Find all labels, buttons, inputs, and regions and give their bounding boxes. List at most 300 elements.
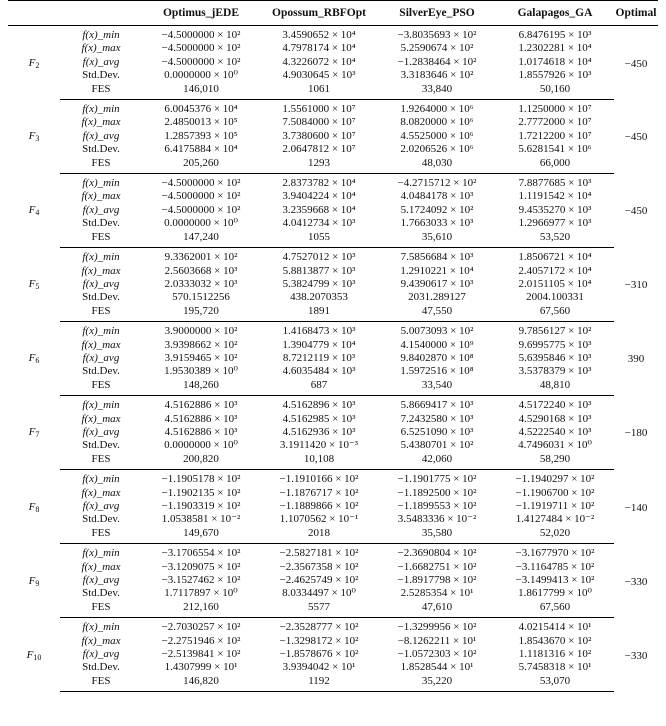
table-row [8,100,658,117]
value-cell: 5.6395846 × 10³ [518,351,592,364]
header-galapagos-ga: Galapagos_GA [496,1,614,26]
header-opossum-rbfopt: Opossum_RBFOpt [260,1,378,26]
value-cell: 1.3904779 × 10⁴ [282,338,356,351]
value-cell: −1.1902135 × 10² [161,486,241,499]
value-cell: 35,580 [378,527,496,544]
value-cell: 1.2910221 × 10⁴ [400,264,474,277]
value-cell: −1.1906700 × 10² [515,486,595,499]
value-cell: −8.1262211 × 10¹ [397,634,477,647]
optimal-value: 390 [627,353,645,366]
value-cell: 42,060 [378,453,496,470]
value-cell: −3.1706554 × 10² [161,547,241,560]
value-cell: 0.0000000 × 10⁰ [164,69,238,82]
table-row [8,190,658,203]
function-letter: F [28,426,36,439]
value-cell: −4.5000000 × 10² [161,55,241,68]
value-cell: 5.8813877 × 10³ [282,264,356,277]
results-table [8,0,658,692]
value-cell: −2.2751946 × 10² [161,634,241,647]
value-cell: 48,030 [378,157,496,174]
value-cell: 5577 [260,601,378,618]
value-cell: 3.9159465 × 10² [164,351,238,364]
value-cell: 4.0412734 × 10³ [282,217,356,230]
table-row [8,379,658,396]
table-row [8,396,658,413]
header-optimus-jede: Optimus_jEDE [142,1,260,26]
table-row [8,413,658,426]
metric-label: f(x)_min [82,103,120,116]
value-cell: 4.9030645 × 10³ [282,69,356,82]
value-cell: 4.5162985 × 10³ [282,412,356,425]
value-cell: 3.7380600 × 10⁷ [282,129,356,142]
value-cell: 3.9000000 × 10² [164,325,238,338]
value-cell: −1.1901775 × 10² [397,473,477,486]
value-cell: 3.5378379 × 10³ [518,365,592,378]
table-row [8,352,658,365]
value-cell: 8.0820000 × 10⁶ [400,116,474,129]
value-cell: −1.1905178 × 10² [161,473,241,486]
header-row [8,1,658,26]
header-silvereye-pso: SilverEye_PSO [378,1,496,26]
value-cell: 1.5972516 × 10⁸ [400,365,474,378]
metric-label: f(x)_min [82,399,120,412]
value-cell: 9.4390617 × 10³ [400,277,474,290]
table-row [8,217,658,230]
value-cell: 4.0215414 × 10¹ [518,621,592,634]
value-cell: 687 [260,379,378,396]
value-cell: 5.6281541 × 10⁶ [518,143,592,156]
metric-label: f(x)_avg [82,648,120,661]
value-cell: 1.9530389 × 10⁰ [164,365,238,378]
value-cell: 35,610 [378,231,496,248]
value-cell: 3.9404224 × 10⁴ [282,190,356,203]
function-letter: F [28,130,36,143]
value-cell: 2.0151105 × 10⁴ [518,277,592,290]
table-row [8,26,658,43]
value-cell: 1.8528544 × 10¹ [400,661,474,674]
metric-label: Std.Dev. [82,365,120,378]
value-cell: 6.8476195 × 10³ [518,29,592,41]
value-cell: 5.4380701 × 10² [400,439,474,452]
value-cell: 5.8669417 × 10³ [400,399,474,412]
table-row [8,278,658,291]
value-cell: −1.8578676 × 10² [279,648,359,661]
value-cell: 146,820 [142,675,260,692]
value-cell: 6.4175884 × 10⁴ [164,143,238,156]
metric-label: f(x)_min [82,621,120,634]
value-cell: 3.1911420 × 10⁻³ [279,439,359,452]
value-cell: 1.1191542 × 10⁴ [518,190,592,203]
value-cell: −3.1527462 × 10² [161,574,241,587]
metric-label: f(x)_min [82,251,120,264]
function-subscript: 2 [35,60,40,70]
value-cell: 33,540 [378,379,496,396]
value-cell: 47,610 [378,601,496,618]
table-row [8,305,658,322]
value-cell: 4.1540000 × 10⁹ [400,338,474,351]
metric-label: f(x)_max [81,486,121,499]
value-cell: 205,260 [142,157,260,174]
function-subscript: 7 [35,430,40,440]
metric-label: f(x)_max [81,190,121,203]
value-cell: 0.0000000 × 10⁰ [164,439,238,452]
value-cell: 7.5084000 × 10⁷ [282,116,356,129]
value-cell: −1.1899553 × 10² [397,500,477,512]
value-cell: 4.0484178 × 10³ [400,190,474,203]
value-cell: −1.3298172 × 10² [279,634,359,647]
function-label [8,618,60,692]
value-cell: −1.0572303 × 10² [397,648,477,661]
table-row [8,204,658,217]
metric-label: f(x)_max [81,634,121,647]
function-label [8,396,60,470]
table-row [8,544,658,561]
metric-label: Std.Dev. [82,587,120,600]
metric-label: FES [60,305,142,322]
table-row [8,675,658,692]
metric-label: f(x)_avg [82,55,120,68]
metric-label: FES [60,157,142,174]
value-cell: 4.5172240 × 10³ [518,399,592,412]
function-subscript: 9 [35,578,40,588]
value-cell: 149,670 [142,527,260,544]
value-cell: 5.0073093 × 10² [400,325,474,338]
metric-label: f(x)_max [81,560,121,573]
table-row [8,648,658,661]
table-row [8,116,658,129]
metric-label: FES [60,83,142,100]
value-cell: −1.1892500 × 10² [397,486,477,499]
function-subscript: 6 [35,356,40,366]
value-cell: −3.1499413 × 10² [515,574,595,587]
value-cell: 1.2302281 × 10⁴ [518,42,592,55]
value-cell: 3.9398662 × 10² [164,338,238,351]
value-cell: 212,160 [142,601,260,618]
metric-label: FES [60,601,142,618]
value-cell: 52,020 [496,527,614,544]
function-subscript: 5 [35,282,40,292]
table-row [8,130,658,143]
optimal-value: −140 [624,501,648,514]
optimal-value: −330 [624,575,648,588]
table-row [8,291,658,304]
metric-label: f(x)_min [82,177,120,190]
metric-label: FES [60,675,142,692]
value-cell: −1.1889866 × 10² [279,500,359,512]
value-cell: −2.4625749 × 10² [279,574,359,587]
metric-label: f(x)_avg [82,425,120,438]
value-cell: 3.5483336 × 10⁻² [397,513,477,526]
value-cell: 2.7772000 × 10⁷ [518,116,592,129]
table-row [8,322,658,339]
value-cell: −2.7030257 × 10² [161,621,241,634]
table-row [8,574,658,587]
value-cell: 3.9394042 × 10¹ [282,661,356,674]
table-row [8,513,658,526]
table-row [8,56,658,69]
value-cell: 195,720 [142,305,260,322]
value-cell: 5.2590674 × 10² [400,42,474,55]
value-cell: 1.7663033 × 10³ [400,217,474,230]
value-cell: −4.5000000 × 10² [161,42,241,55]
value-cell: 4.5162886 × 10³ [164,412,238,425]
value-cell: 6.5251090 × 10³ [400,425,474,438]
value-cell: −3.1677970 × 10² [515,547,595,560]
function-label [8,26,60,100]
value-cell: 2.4850013 × 10⁵ [164,116,238,129]
value-cell: 148,260 [142,379,260,396]
function-label [8,248,60,322]
metric-label: f(x)_min [82,547,120,560]
value-cell: 5.7458318 × 10¹ [518,661,592,674]
value-cell: 35,220 [378,675,496,692]
value-cell: 66,000 [496,157,614,174]
value-cell: 9.8402870 × 10⁸ [400,351,474,364]
value-cell: 1.4307999 × 10¹ [164,661,238,674]
metric-label: f(x)_avg [82,203,120,216]
metric-label: FES [60,453,142,470]
table-row [8,453,658,470]
metric-label: Std.Dev. [82,217,120,230]
value-cell: 147,240 [142,231,260,248]
value-cell: 9.4535270 × 10³ [518,203,592,216]
function-subscript: 10 [33,652,42,662]
value-cell: 10,108 [260,453,378,470]
value-cell: 1.5561000 × 10⁷ [282,103,356,116]
metric-label: f(x)_avg [82,574,120,587]
metric-label: f(x)_max [81,412,121,425]
value-cell: −1.3299956 × 10² [397,621,477,634]
table-row [8,661,658,674]
metric-label: f(x)_min [82,325,120,338]
value-cell: 1.2966977 × 10³ [518,217,592,230]
value-cell: −3.1164785 × 10² [515,560,595,573]
value-cell: 1.4127484 × 10⁻² [515,513,595,526]
value-cell: 6.0045376 × 10⁴ [164,103,238,116]
value-cell: 1293 [260,157,378,174]
value-cell: 50,160 [496,83,614,100]
value-cell: −1.8917798 × 10² [397,574,477,587]
value-cell: 9.7856127 × 10² [518,325,592,338]
header-metric [60,1,142,26]
value-cell: 1.9264000 × 10⁶ [400,103,474,116]
value-cell: 4.3226072 × 10⁴ [282,55,356,68]
metric-label: Std.Dev. [82,69,120,82]
value-cell: 1.4168473 × 10³ [282,325,356,338]
value-cell: 2.0333032 × 10³ [164,277,238,290]
value-cell: −1.1903319 × 10² [161,500,241,512]
value-cell: 438.2070353 [290,291,348,304]
function-letter: F [26,648,34,661]
table-row [8,42,658,55]
table-row [8,426,658,439]
table-row [8,248,658,265]
value-cell: −4.5000000 × 10² [161,29,241,41]
value-cell: 5.1724092 × 10² [400,203,474,216]
table-row [8,500,658,513]
value-cell: 2.5603668 × 10³ [164,264,238,277]
results-body [8,26,658,692]
table-row [8,618,658,635]
value-cell: 3.4590652 × 10⁴ [282,29,356,41]
metric-label: f(x)_avg [82,351,120,364]
value-cell: −1.6682751 × 10² [397,560,477,573]
value-cell: 1891 [260,305,378,322]
value-cell: 1.8543670 × 10² [518,634,592,647]
value-cell: 4.5162896 × 10³ [282,399,356,412]
value-cell: 1055 [260,231,378,248]
value-cell: 7.2432580 × 10³ [400,412,474,425]
value-cell: 1.1070562 × 10⁻¹ [279,513,359,526]
table-row [8,265,658,278]
table-row [8,174,658,191]
value-cell: 4.7527012 × 10³ [282,251,356,264]
value-cell: 5.3824799 × 10³ [282,277,356,290]
metric-label: FES [60,231,142,248]
table-row [8,527,658,544]
value-cell: 4.7496031 × 10⁰ [518,439,592,452]
value-cell: −3.8035693 × 10² [397,29,477,41]
table-row [8,143,658,156]
metric-label: FES [60,527,142,544]
metric-label: f(x)_max [81,42,121,55]
metric-label: FES [60,379,142,396]
value-cell: 8.7212119 × 10³ [282,351,356,364]
value-cell: 2031.289127 [408,291,466,304]
value-cell: 48,810 [496,379,614,396]
function-label [8,174,60,248]
value-cell: 53,520 [496,231,614,248]
metric-label: f(x)_max [81,116,121,129]
table-row [8,83,658,100]
value-cell: 1.1250000 × 10⁷ [518,103,592,116]
function-label [8,544,60,618]
value-cell: 2018 [260,527,378,544]
value-cell: 1.1181316 × 10² [518,648,592,661]
value-cell: 1.7212200 × 10⁷ [518,129,592,142]
value-cell: 1192 [260,675,378,692]
table-row [8,487,658,500]
value-cell: 7.5856684 × 10³ [400,251,474,264]
value-cell: 3.3183646 × 10² [400,69,474,82]
value-cell: 146,010 [142,83,260,100]
header-optimal: Optimal [614,1,658,26]
metric-label: f(x)_max [81,264,121,277]
optimal-value: −310 [624,279,648,292]
value-cell: 1.0174618 × 10⁴ [518,55,592,68]
value-cell: 2.5285354 × 10¹ [400,587,474,600]
metric-label: f(x)_avg [82,277,120,290]
value-cell: 4.6035484 × 10³ [282,365,356,378]
table-row [8,69,658,82]
value-cell: 2004.100331 [526,291,584,304]
value-cell: 1.0538581 × 10⁻² [161,513,241,526]
optimal-value: −330 [624,649,648,662]
table-row [8,470,658,487]
metric-label: f(x)_min [82,29,120,41]
value-cell: 8.0334497 × 10⁰ [282,587,356,600]
table-row [8,339,658,352]
table-row [8,157,658,174]
value-cell: −2.5827181 × 10² [279,547,359,560]
metric-label: f(x)_avg [82,500,120,512]
value-cell: −1.1876717 × 10² [279,486,359,499]
optimal-value: −450 [624,57,648,70]
value-cell: 67,560 [496,305,614,322]
value-cell: 570.1512256 [172,291,230,304]
header-function [8,1,60,26]
metric-label: f(x)_max [81,338,121,351]
value-cell: 200,820 [142,453,260,470]
table-row [8,561,658,574]
function-letter: F [28,56,36,69]
value-cell: 2.0206526 × 10⁶ [400,143,474,156]
value-cell: 4.5162886 × 10³ [164,425,238,438]
metric-label: Std.Dev. [82,513,120,526]
metric-label: f(x)_avg [82,129,120,142]
function-letter: F [28,574,36,587]
value-cell: 47,550 [378,305,496,322]
function-label [8,100,60,174]
value-cell: 2.8373782 × 10⁴ [282,177,356,190]
function-letter: F [28,500,36,513]
value-cell: 4.5525000 × 10⁶ [400,129,474,142]
value-cell: 2.4057172 × 10⁴ [518,264,592,277]
metric-label: Std.Dev. [82,291,120,304]
value-cell: 0.0000000 × 10⁰ [164,217,238,230]
value-cell: 3.2359668 × 10⁴ [282,203,356,216]
value-cell: −1.2838464 × 10² [397,55,477,68]
value-cell: 4.5290168 × 10³ [518,412,592,425]
function-letter: F [28,352,36,365]
value-cell: 53,070 [496,675,614,692]
value-cell: −2.3690804 × 10² [397,547,477,560]
metric-label: f(x)_min [82,473,120,486]
optimal-value: −450 [624,205,648,218]
function-label [8,322,60,396]
value-cell: 4.5222540 × 10³ [518,425,592,438]
value-cell: −4.5000000 × 10² [161,203,241,216]
value-cell: 58,290 [496,453,614,470]
value-cell: 33,840 [378,83,496,100]
value-cell: −2.3528777 × 10² [279,621,359,634]
value-cell: 1.2857393 × 10⁵ [164,129,238,142]
metric-label: Std.Dev. [82,439,120,452]
value-cell: 4.5162886 × 10³ [164,399,238,412]
function-subscript: 4 [35,208,40,218]
value-cell: 2.0647812 × 10⁷ [282,143,356,156]
function-subscript: 3 [35,134,40,144]
value-cell: 1.8557926 × 10³ [518,69,592,82]
value-cell: −1.1940297 × 10² [515,473,595,486]
value-cell: −2.3567358 × 10² [279,560,359,573]
metric-label: Std.Dev. [82,661,120,674]
table-row [8,601,658,618]
value-cell: 4.5162936 × 10³ [282,425,356,438]
value-cell: 1.8617799 × 10⁰ [518,587,592,600]
table-row [8,635,658,648]
value-cell: −4.2715712 × 10² [397,177,477,190]
function-label [8,470,60,544]
optimal-value: −180 [624,427,648,440]
function-letter: F [28,278,36,291]
table-row [8,231,658,248]
value-cell: 9.3362001 × 10² [164,251,238,264]
table-row [8,439,658,452]
value-cell: −1.1919711 × 10² [515,500,595,512]
value-cell: −2.5139841 × 10² [161,648,241,661]
value-cell: 1061 [260,83,378,100]
